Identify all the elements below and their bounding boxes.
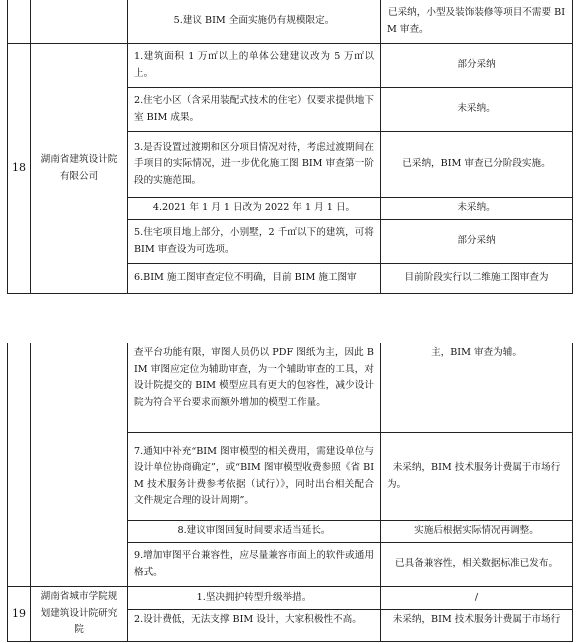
page-gap <box>0 313 580 343</box>
suggestion-cell: 6.BIM 施工图审查定位不明确，目前 BIM 施工图审 <box>128 264 381 294</box>
suggestion-cell: 4.2021 年 1 月 1 日改为 2022 年 1 月 1 日。 <box>128 198 381 220</box>
suggestion-cell: 2.设计费低，无法支撑 BIM 设计，大家积极性不高。 <box>128 610 381 641</box>
result-cell: 已采纳，小型及装饰装修等项目不需要 BIM 审查。 <box>381 0 573 44</box>
result-cell: 目前阶段实行以二维施工图审查为 <box>381 264 573 294</box>
result-cell: / <box>381 587 573 610</box>
suggestion-cell: 1.建筑面积 1 万㎡以上的单体公建建议改为 5 万㎡以上。 <box>128 44 381 88</box>
table-row <box>8 0 573 44</box>
suggestion-cell: 3.是否设置过渡期和区分项目情况对待，考虑过渡期间在手项目的实际情况，进一步优化施工图 BIM 审查第一阶段的实施范围。 <box>128 132 381 198</box>
suggestion-cell: 查平台功能有限，审图人员仍以 PDF 图纸为主，因此 BIM 审图应定位为辅助审查，为一个辅助审查的工具，对设计院提交的 BIM 模型应具有更大的包容性，减少设计院为符合平台要求而额外增加的模型工作量。 <box>128 343 381 433</box>
organization-cell <box>31 0 128 44</box>
result-cell: 主，BIM 审查为辅。 <box>381 343 573 433</box>
organization-name: 湖南省建筑设计院有限公司 <box>31 44 128 294</box>
suggestion-cell: 9.增加审图平台兼容性，应尽量兼容市面上的软件或通用格式。 <box>128 543 381 587</box>
suggestion-cell: 5.建议 BIM 全面实施仍有规模限定。 <box>128 0 381 44</box>
suggestion-cell: 7.通知中补充“BIM 图审模型的相关费用，需建设单位与设计单位协商确定”，或“BIM 图审模型收费参照《省 BIM 技术服务计费参考依据（试行）》，同时出台相关配合文件规定合理的设计周期”。 <box>128 433 381 521</box>
table-row <box>8 44 573 88</box>
result-cell: 未采纳。 <box>381 198 573 220</box>
table-row <box>8 343 573 433</box>
result-cell: 实施后根据实际情况再调整。 <box>381 521 573 543</box>
suggestion-cell: 2.住宅小区（含采用装配式技术的住宅）仅要求提供地下室 BIM 成果。 <box>128 88 381 132</box>
result-cell: 已采纳，BIM 审查已分阶段实施。 <box>381 132 573 198</box>
page-2 <box>0 343 580 643</box>
feedback-table-page-1 <box>7 0 573 294</box>
result-cell: 未采纳，BIM 技术服务计费属于市场行 <box>381 610 573 641</box>
result-cell: 未采纳。 <box>381 88 573 132</box>
result-cell: 已具备兼容性，相关数据标准已发布。 <box>381 543 573 587</box>
result-cell: 未采纳，BIM 技术服务计费属于市场行为。 <box>381 433 573 521</box>
suggestion-cell: 5.住宅项目地上部分，小别墅，2 千㎡以下的建筑，可将 BIM 审查设为可选项。 <box>128 220 381 264</box>
row-number: 19 <box>8 587 31 642</box>
row-number: 18 <box>8 44 31 294</box>
organization-cell <box>31 343 128 587</box>
number-cell <box>8 343 31 587</box>
result-cell: 部分采纳 <box>381 220 573 264</box>
suggestion-cell: 8.建议审图回复时间要求适当延长。 <box>128 521 381 543</box>
organization-name: 湖南省城市学院规划建筑设计院研究院 <box>31 587 128 642</box>
result-cell: 部分采纳 <box>381 44 573 88</box>
page-1 <box>0 0 580 313</box>
feedback-table-page-2 <box>7 343 573 642</box>
table-row <box>8 587 573 610</box>
number-cell <box>8 0 31 44</box>
suggestion-cell: 1.坚决拥护转型升级举措。 <box>128 587 381 610</box>
